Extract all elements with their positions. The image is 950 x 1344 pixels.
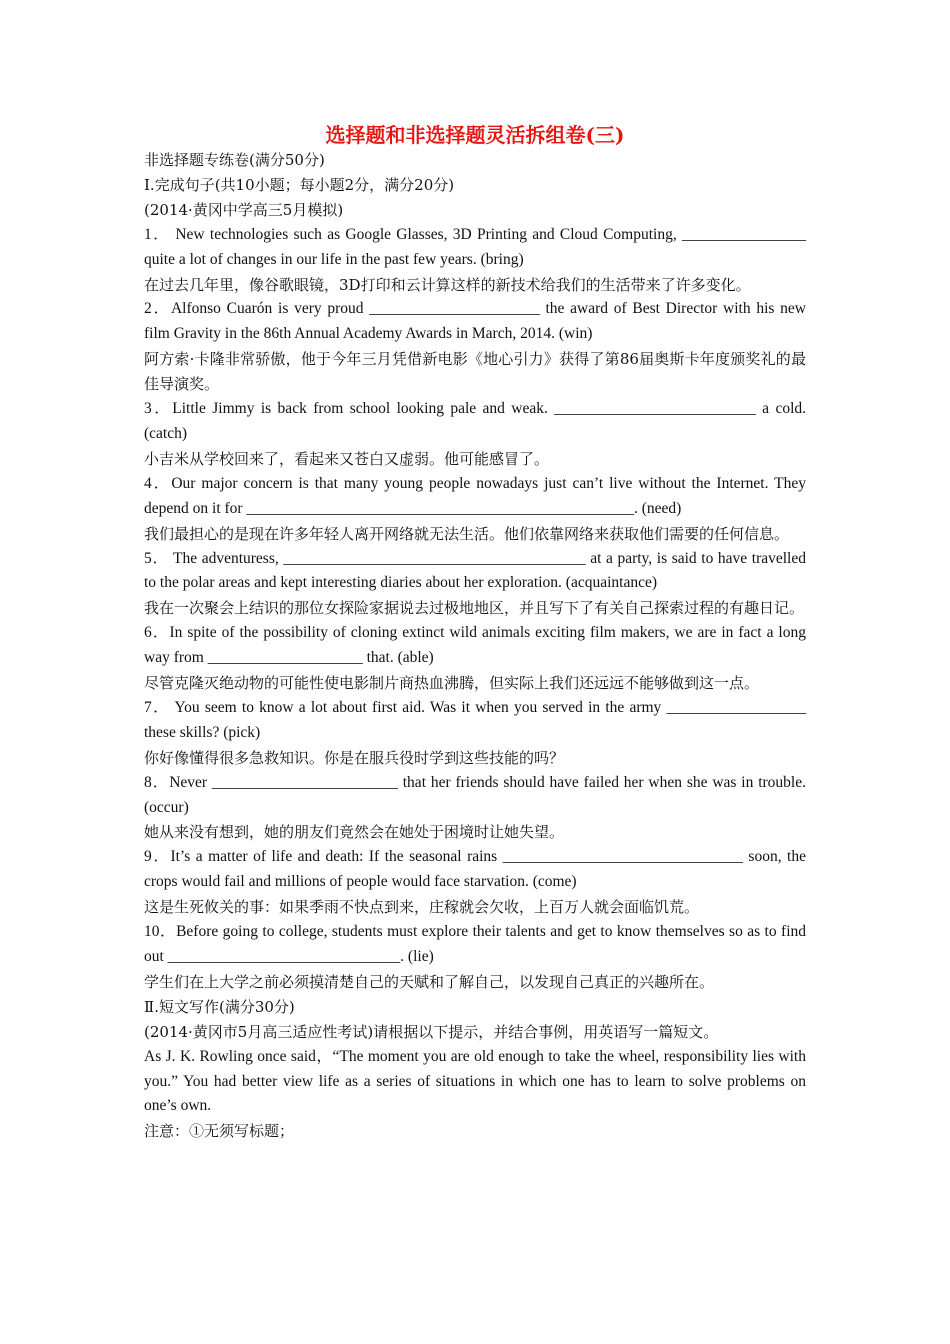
- section2-heading: Ⅱ.短文写作(满分30分): [144, 997, 295, 1016]
- question-english: 1． New technologies such as Google Glasses, 3D Printing and Cloud Computing, ________________ quite a lot of changes in our life in the past few years. (bring): [144, 225, 806, 268]
- question-item: [144, 845, 806, 920]
- question-item: [144, 771, 806, 846]
- question-chinese: 在过去几年里，像谷歌眼镜，3D打印和云计算这样的新技术给我们的生活带来了许多变化。: [144, 275, 751, 294]
- page-title: 选择题和非选择题灵活拆组卷(三): [325, 123, 625, 147]
- question-item: [144, 621, 806, 696]
- question-english: 8．Never ________________________ that her friends should have failed her when she was in trouble.(occur): [144, 773, 806, 816]
- question-english: 7． You seem to know a lot about first aid. Was it when you served in the army __________________ these skills? (pick): [144, 698, 806, 741]
- question-chinese: 学生们在上大学之前必须摸清楚自己的天赋和了解自己，以发现自己真正的兴趣所在。: [144, 972, 715, 991]
- question-item: [144, 920, 806, 995]
- question-list: [144, 223, 806, 995]
- question-item: [144, 223, 806, 298]
- document-page: [144, 122, 806, 1144]
- question-chinese: 阿方索·卡隆非常骄傲，他于今年三月凭借新电影《地心引力》获得了第86届奥斯卡年度颁奖礼的最佳导演奖。: [144, 350, 806, 394]
- question-chinese: 她从来没有想到，她的朋友们竟然会在她处于困境时让她失望。: [144, 823, 565, 842]
- writing-prompt: As J. K. Rowling once said，“The moment you are old enough to take the wheel, responsibility lies with you.” You had better view life as a series of situations in which one has to learn to solve problems on one’s own.: [144, 1047, 806, 1115]
- question-english: 9．It’s a matter of life and death: If the seasonal rains _______________________________ soon, the crops would fail and millions of people would face starvation. (come): [144, 848, 806, 891]
- question-item: [144, 397, 806, 472]
- question-chinese: 小吉米从学校回来了，看起来又苍白又虚弱。他可能感冒了。: [144, 449, 550, 468]
- question-english: 4．Our major concern is that many young people nowadays just can’t live without the Internet. They depend on it for __________________________________________________. (need): [144, 474, 806, 517]
- section2-source: (2014·黄冈市5月高三适应性考试)请根据以下提示，并结合事例，用英语写一篇短文。: [144, 1022, 719, 1041]
- question-english: 3．Little Jimmy is back from school looking pale and weak. __________________________ a cold. (catch): [144, 400, 806, 442]
- question-chinese: 这是生死攸关的事：如果季雨不快点到来，庄稼就会欠收，上百万人就会面临饥荒。: [144, 898, 700, 917]
- question-chinese: 你好像懂得很多急救知识。你是在服兵役时学到这些技能的吗？: [144, 748, 565, 767]
- writing-note: 注意：①无须写标题；: [144, 1122, 295, 1141]
- exam-subtitle: 非选择题专练卷(满分50分): [144, 151, 325, 169]
- question-english: 10．Before going to college, students must explore their talents and get to know themselves so as to find out ______________________________. (lie): [144, 923, 806, 965]
- question-chinese: 我们最担心的是现在许多年轻人离开网络就无法生活。他们依靠网络来获取他们需要的任何信息。: [144, 524, 790, 543]
- question-item: [144, 297, 806, 397]
- section1-source: (2014·黄冈中学高三5月模拟): [144, 200, 344, 219]
- question-english: 6．In spite of the possibility of cloning extinct wild animals exciting film makers, we are in fact a long way from ____________________ that. (able): [144, 624, 806, 667]
- question-item: [144, 696, 806, 771]
- question-chinese: 尽管克隆灭绝动物的可能性使电影制片商热血沸腾，但实际上我们还远远不能够做到这一点。: [144, 674, 760, 693]
- question-english: 5． The adventuress, _______________________________________ at a party, is said to have travelled to the polar areas and kept interesting diaries about her exploration. (acquaintance): [144, 549, 806, 592]
- question-item: [144, 472, 806, 547]
- question-chinese: 我在一次聚会上结识的那位女探险家据说去过极地地区，并且写下了有关自己探索过程的有趣日记。: [144, 599, 805, 618]
- question-english: 2．Alfonso Cuarón is very proud ______________________ the award of Best Director with his new film Gravity in the 86th Annual Academy Awards in March, 2014. (win): [144, 300, 806, 343]
- question-item: [144, 547, 806, 622]
- section1-heading: Ⅰ.完成句子(共10小题；每小题2分，满分20分): [144, 175, 455, 194]
